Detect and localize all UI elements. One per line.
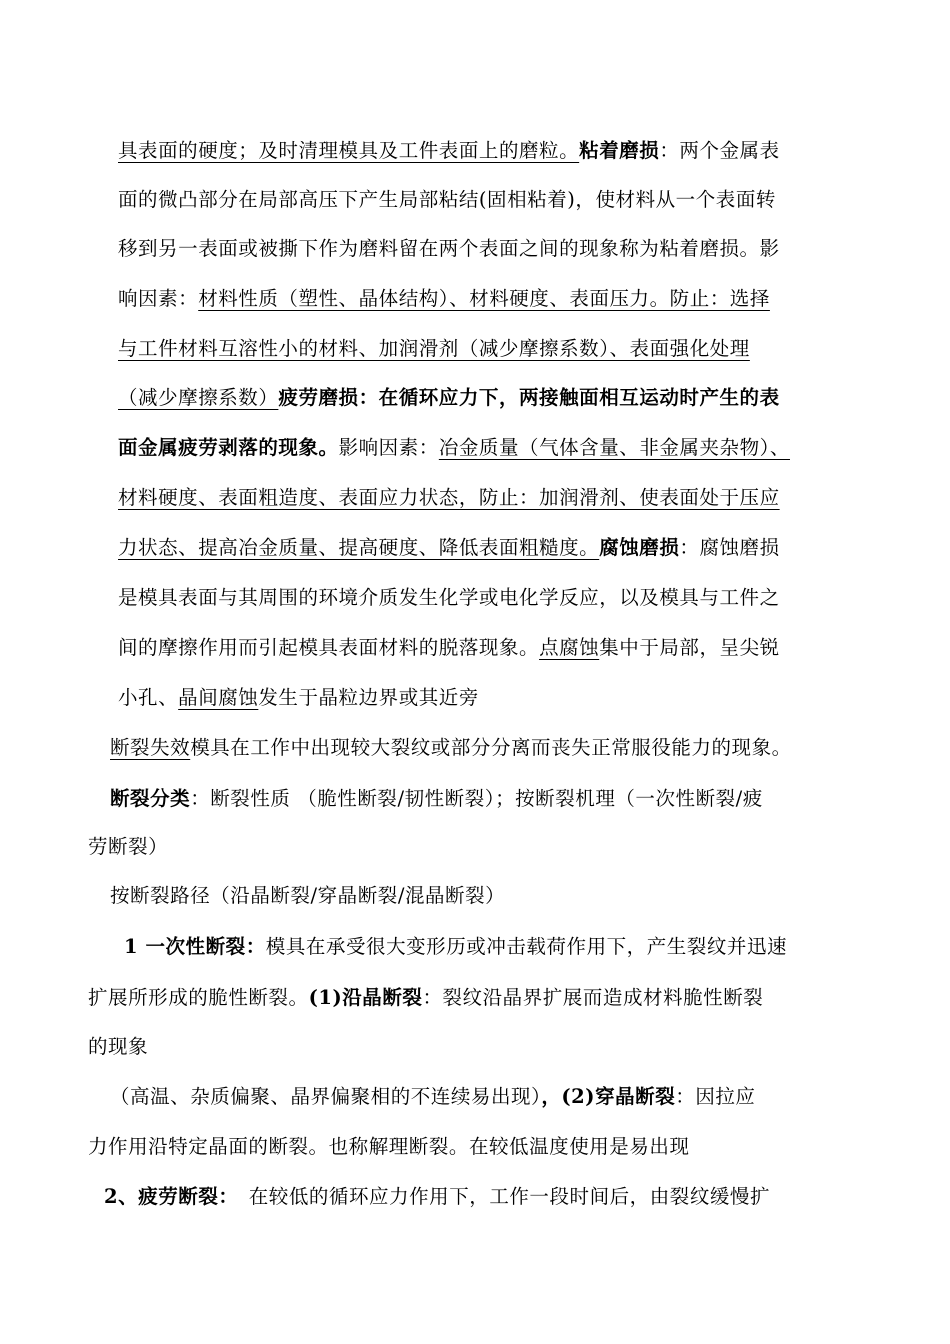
text-line xyxy=(118,335,750,363)
underlined-text: 力状态、提高冶金质量、提高硬度、降低表面粗糙度。 xyxy=(118,536,600,559)
underlined-text: 具表面的硬度；及时清理模具及工件表面上的磨粒。 xyxy=(118,139,580,162)
text-run: 是模具表面与其周围的环境介质发生化学或电化学反应，以及模具与工件之 xyxy=(118,586,780,609)
bold-term: 疲劳磨损：在循环应力下，两接触面相互运动时产生的表 xyxy=(278,386,780,409)
text-line xyxy=(124,933,787,961)
text-line xyxy=(110,1083,755,1111)
text-run: 移到另一表面或被撕下作为磨料留在两个表面之间的现象称为粘着磨损。影 xyxy=(118,237,780,260)
text-line xyxy=(110,785,763,813)
underlined-text: 晶间腐蚀 xyxy=(178,686,259,709)
text-line xyxy=(118,534,780,562)
text-line xyxy=(118,186,776,214)
bold-term: 1 一次性断裂： xyxy=(124,935,266,958)
text-run: 模具在工作中出现较大裂纹或部分分离而丧失正常服役能力的现象。 xyxy=(190,736,792,759)
text-line xyxy=(110,734,792,762)
text-run: （高温、杂质偏聚、晶界偏聚相的不连续易出现） xyxy=(110,1085,542,1108)
text-line xyxy=(88,1033,148,1061)
text-line xyxy=(88,984,763,1012)
underlined-text: 与工件材料互溶性小的材料、加润滑剂（减少摩擦系数）、表面强化处理 xyxy=(118,337,750,360)
text-run: 在较低的循环应力作用下，工作一段时间后，由裂纹缓慢扩 xyxy=(228,1185,771,1208)
text-run: 力作用沿特定晶面的断裂。也称解理断裂。在较低温度使用是易出现 xyxy=(88,1135,690,1158)
bold-term: 面金属疲劳剥落的现象。 xyxy=(118,436,339,459)
bold-term: (1)沿晶断裂 xyxy=(308,986,423,1009)
underlined-text: （减少摩擦系数） xyxy=(118,386,279,409)
text-run: 间的摩擦作用而引起模具表面材料的脱落现象。 xyxy=(118,636,540,659)
text-line xyxy=(104,1183,770,1211)
bold-term: 断裂分类 xyxy=(110,787,191,810)
bold-term: ，(2)穿晶断裂 xyxy=(541,1085,676,1108)
text-run: 小孔、 xyxy=(118,686,179,709)
text-line xyxy=(118,384,780,412)
text-line xyxy=(118,684,479,712)
underlined-text: 冶金质量（气体含量、非金属夹杂物）、 xyxy=(438,436,790,459)
underlined-text: 材料硬度、表面粗造度、表面应力状态，防止：加润滑剂、使表面处于压应 xyxy=(118,486,780,509)
text-run: ：断裂性质 （脆性断裂/韧性断裂）；按断裂机理（一次性断裂/疲 xyxy=(190,787,763,810)
text-line xyxy=(118,235,780,263)
text-run: ：因拉应 xyxy=(675,1085,756,1108)
text-line xyxy=(110,882,505,910)
underlined-text: 点腐蚀 xyxy=(539,636,600,659)
text-run: 的现象 xyxy=(88,1035,149,1058)
text-run: ：腐蚀磨损 xyxy=(679,536,780,559)
bold-term: 粘着磨损 xyxy=(579,139,660,162)
text-run: 模具在承受很大变形历或冲击载荷作用下，产生裂纹并迅速 xyxy=(265,935,788,958)
text-run: 面的微凸部分在局部高压下产生局部粘结(固相粘着)，使材料从一个表面转 xyxy=(118,188,776,211)
text-run: ：裂纹沿晶界扩展而造成材料脆性断裂 xyxy=(422,986,764,1009)
text-line xyxy=(118,584,780,612)
underlined-text: 材料性质（塑性、晶体结构）、材料硬度、表面压力。防止：选择 xyxy=(198,287,770,310)
text-run: 扩展所形成的脆性断裂。 xyxy=(88,986,309,1009)
bold-term: 腐蚀磨损 xyxy=(599,536,680,559)
text-line xyxy=(88,833,168,861)
text-run: 影响因素： xyxy=(338,436,439,459)
text-line xyxy=(118,137,780,165)
text-line xyxy=(118,634,780,662)
text-run: 发生于晶粒边界或其近旁 xyxy=(258,686,479,709)
text-run: 劳断裂） xyxy=(88,835,169,858)
text-line xyxy=(118,434,790,462)
text-line xyxy=(118,285,770,313)
underlined-text: 断裂失效 xyxy=(110,736,191,759)
bold-term: 2、疲劳断裂： xyxy=(104,1185,229,1208)
text-run: 集中于局部，呈尖锐 xyxy=(599,636,780,659)
text-run: 响因素： xyxy=(118,287,199,310)
text-line xyxy=(118,484,780,512)
text-run: ：两个金属表 xyxy=(659,139,780,162)
text-line xyxy=(88,1133,690,1161)
text-run: 按断裂路径（沿晶断裂/穿晶断裂/混晶断裂） xyxy=(110,884,506,907)
